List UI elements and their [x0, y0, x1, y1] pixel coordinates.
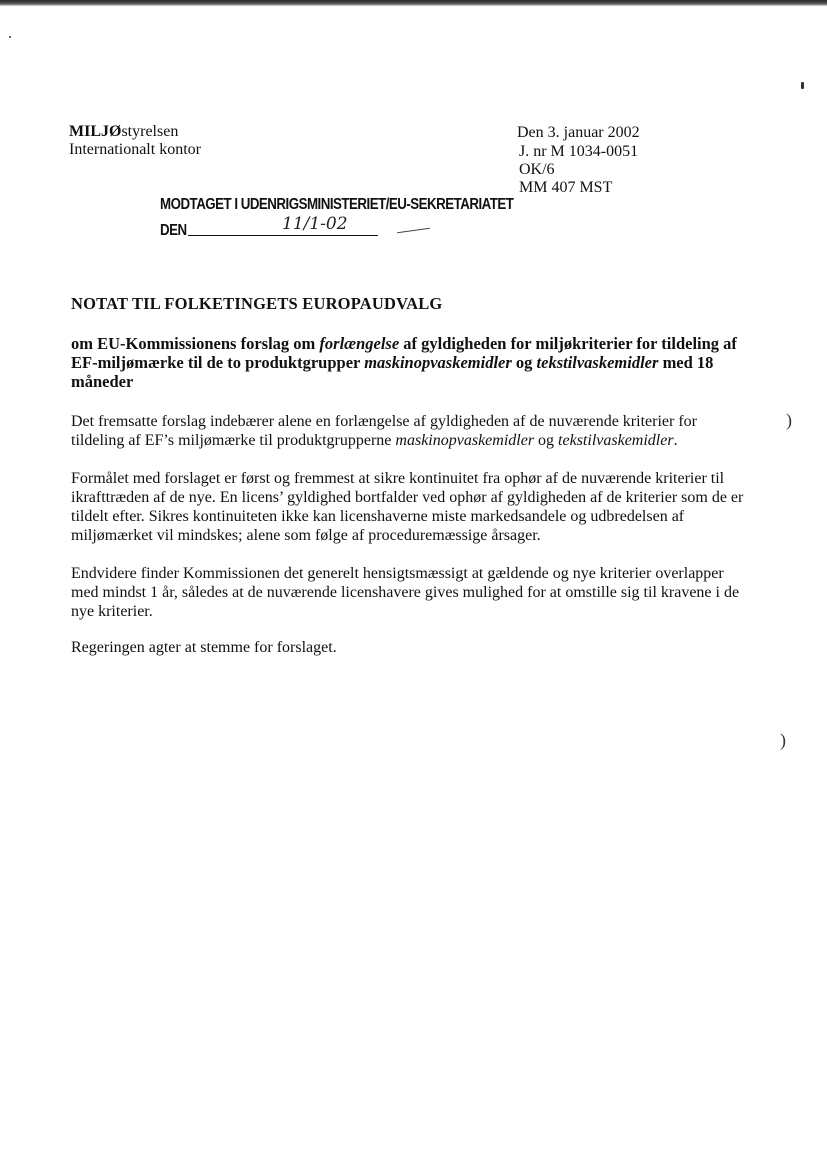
subtitle-emphasis-2: maskinopvaskemidler [364, 353, 512, 372]
subtitle-text-2: af gyldigheden for miljøkriterier for tildeling af EF-miljømærke til de to produktgrupper [71, 334, 737, 372]
scan-speck [801, 82, 804, 89]
paragraph-1-joiner: og [534, 432, 559, 449]
subtitle-text-4: med 18 måneder [71, 353, 714, 391]
handwritten-stroke [397, 228, 430, 234]
sender-block [69, 123, 201, 159]
received-stamp: MODTAGET I UDENRIGSMINISTERIET/EU-SEKRETARIATET [160, 196, 514, 213]
document-title-wrap [71, 294, 442, 314]
document-date: Den 3. januar 2002 [517, 124, 640, 141]
paragraph-1-emphasis-1: maskinopvaskemidler [395, 432, 535, 449]
document-title: NOTAT TIL FOLKETINGETS EUROPAUDVALG [71, 294, 443, 313]
sender-department: Internationalt kontor [69, 141, 201, 158]
handwritten-date: 11/1-02 [282, 214, 348, 234]
paragraph-2: Formålet med forslaget er først og fremmest at sikre kontinuitet fra ophør af de nuværende kriterier til ikrafttræden af de nye. En licens’ gyldighed bortfalder ved ophør af gyldigheden af de kriterier som de er tildelt efter. Sikres kontinuiteten ikke kan licenshaverne miste markedsandele og udbredelsen af miljømærket vil mindskes; alene som følge af proceduremæssige årsager. [71, 470, 744, 544]
document-subtitle [71, 334, 761, 391]
journal-number: J. nr M 1034-0051 [519, 142, 639, 160]
reference-block [517, 124, 640, 197]
paragraph-4: Regeringen agter at stemme for forslaget. [71, 639, 337, 656]
scan-dot-left [9, 36, 11, 38]
sender-organization [69, 123, 201, 141]
paragraph-1 [71, 412, 743, 450]
paragraph-1-text: Det fremsatte forslag indebærer alene en forlængelse af gyldigheden af de nuværende kriterier for tildeling af EF’s miljømærke til produktgrupperne [71, 413, 697, 449]
mm-number: MM 407 MST [519, 178, 613, 196]
sender-org-bold: MILJØ [69, 123, 122, 140]
stamp-date-line [188, 235, 378, 236]
subtitle-text-3: og [511, 353, 537, 372]
subtitle-emphasis-1: forlængelse [319, 334, 400, 353]
scan-top-edge [0, 0, 827, 6]
paragraph-1-end: . [673, 432, 678, 449]
subtitle-text-1: om EU-Kommissionens forslag om [71, 334, 320, 353]
stamp-den-label: DEN [160, 222, 187, 239]
paragraph-1-emphasis-2: tekstilvaskemidler [558, 432, 674, 449]
subtitle-emphasis-3: tekstilvaskemidler [536, 353, 659, 372]
sender-org-rest: styrelsen [121, 123, 179, 140]
punch-hole-mark-upper: ) [786, 410, 792, 430]
paragraph-3: Endvidere finder Kommissionen det generelt hensigtsmæssigt at gældende og nye kriterier overlapper med mindst 1 år, således at de nuværende licenshavere gives mulighed for at omstille sig til kravene i de nye kriterier. [71, 565, 740, 620]
office-code: OK/6 [519, 161, 555, 178]
punch-hole-mark-lower: ) [780, 730, 786, 750]
